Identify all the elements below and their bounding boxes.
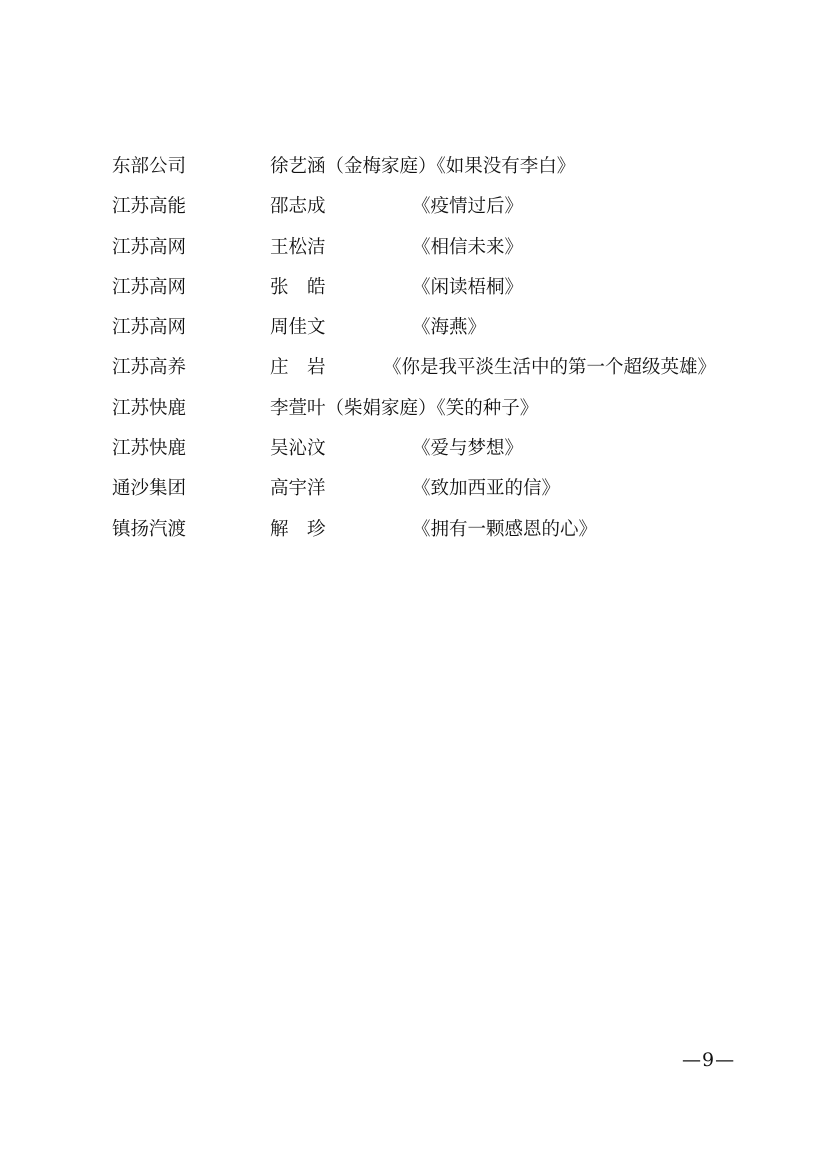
list-item [112, 434, 752, 474]
page-number: —9— [682, 1049, 736, 1071]
entry-title: 《疫情过后》 [412, 196, 524, 218]
entry-title: 《闲读梧桐》 [412, 276, 524, 298]
entry-author-text: 徐艺涵（金梅家庭） [270, 156, 437, 177]
entry-title: 《致加西亚的信》 [412, 478, 561, 500]
list-item [112, 192, 752, 232]
entry-author: 庄 岩 [270, 357, 326, 379]
list-item [112, 313, 752, 353]
entry-author: 张 皓 [270, 276, 326, 298]
list-item [112, 353, 752, 393]
entry-organization: 镇扬汽渡 [112, 518, 187, 540]
entry-author [270, 394, 538, 424]
entry-organization: 江苏快鹿 [112, 438, 187, 460]
entry-title: 《你是我平淡生活中的第一个超级英雄》 [383, 357, 717, 379]
list-item [112, 152, 752, 192]
entry-author: 高宇洋 [270, 478, 326, 500]
entry-organization: 江苏快鹿 [112, 397, 187, 419]
list-item [112, 273, 752, 313]
list-item [112, 233, 752, 273]
entry-author: 王松洁 [270, 236, 326, 258]
entry-organization: 江苏高网 [112, 317, 187, 339]
entry-organization: 江苏高养 [112, 357, 187, 379]
entry-organization: 东部公司 [112, 156, 187, 177]
entry-title: 《拥有一颗感恩的心》 [412, 518, 598, 540]
entry-author: 周佳文 [270, 317, 326, 339]
entry-organization: 江苏高网 [112, 276, 187, 298]
entry-organization: 通沙集团 [112, 478, 187, 500]
entry-author [270, 152, 575, 182]
entry-author: 邵志成 [270, 196, 326, 218]
entry-title: 《相信未来》 [412, 236, 524, 258]
entry-author: 吴沁汶 [270, 438, 326, 460]
entry-title: 《海燕》 [412, 317, 487, 339]
list-item [112, 394, 752, 434]
list-item [112, 474, 752, 514]
entry-organization: 江苏高能 [112, 196, 187, 218]
list-item [112, 515, 752, 555]
entry-list [112, 152, 752, 555]
entry-title: 《笑的种子》 [436, 397, 539, 419]
entry-author: 解 珍 [270, 518, 326, 540]
entry-title: 《如果没有李白》 [436, 156, 576, 177]
entry-author-text: 李萱叶（柴娟家庭） [270, 397, 437, 419]
entry-organization: 江苏高网 [112, 236, 187, 258]
entry-title: 《爱与梦想》 [412, 438, 524, 460]
